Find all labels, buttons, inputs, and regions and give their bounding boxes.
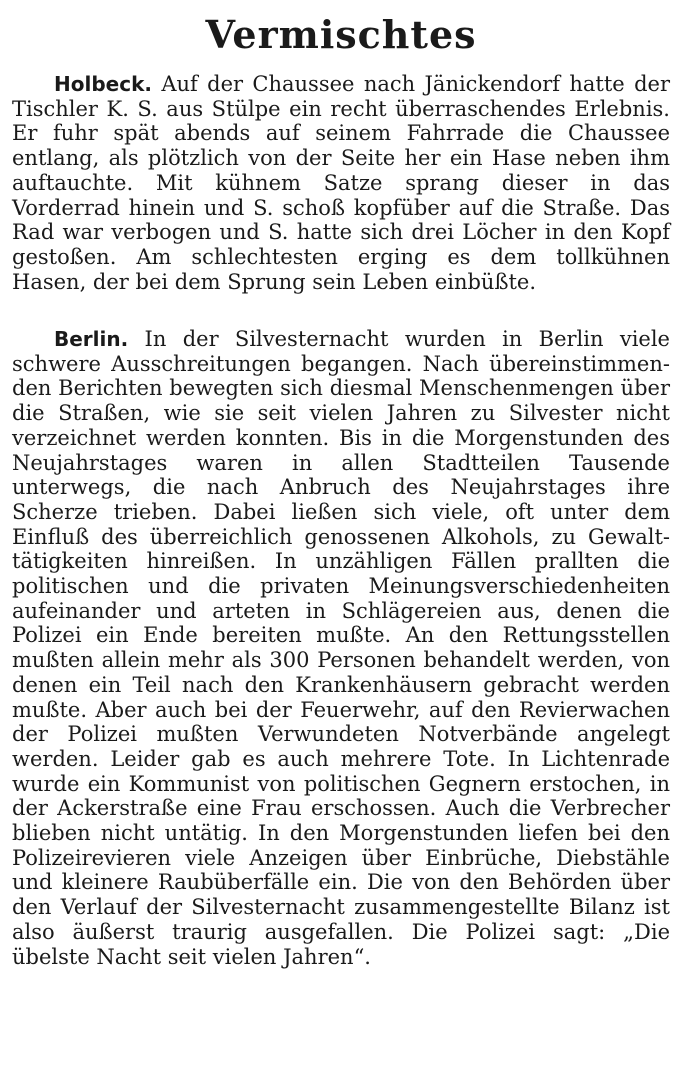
article-dateline: Berlin. <box>54 327 129 351</box>
article-body: Auf der Chaussee nach Jänickendorf hatte der Tischler K. S. aus Stülpe ein recht überraschendes Erlebnis. Er fuhr spät abends auf seinem Fahrrade die Chaussee entlang, als plötzlich von der Seite her ein Hase neben ihm auftauchte. Mit kühnem Satze sprang dieser in das Vorderrad hinein und S. schoß kopfüber auf die Straße. Das Rad war verbogen und S. hatte sich drei Löcher in den Kopf gestoßen. Am schlechtesten erging es dem tollkühnen Hasen, der bei dem Sprung sein Leben einbüßte. <box>12 72 670 294</box>
section-headline: Vermischtes <box>205 12 477 57</box>
article-holbeck <box>12 72 670 327</box>
article-berlin <box>12 327 670 969</box>
article-dateline: Holbeck. <box>54 72 152 96</box>
article-body: In der Silvesternacht wurden in Berlin viele schwere Ausschreitungen begangen. Nach übereinstimmenden Berichten bewegten sich diesmal Menschenmengen über die Straßen, wie sie seit vielen Jahren zu Silvester nicht verzeichnet werden konnten. Bis in die Morgenstunden des Neujahrstages waren in allen Stadtteilen Tausende unterwegs, die nach Anbruch des Neujahrstages ihre Scherze trieben. Dabei ließen sich viele, oft unter dem Einfluß des überreichlich genossenen Alkohols, zu Gewalttätigkeiten hinreißen. In unzähligen Fällen prallten die politischen und die privaten Meinungsverschiedenheiten aufeinander und arteten in Schlägereien aus, denen die Polizei ein Ende bereiten mußte. An den Rettungsstellen mußten allein mehr als 300 Personen behandelt werden, von denen ein Teil nach den Krankenhäusern gebracht werden mußte. Aber auch bei der Feuerwehr, auf den Revierwachen der Polizei mußten Verwundeten Notverbände angelegt werden. Leider gab es auch mehrere Tote. In Lichtenrade wurde ein Kommunist von politischen Gegnern erstochen, in der Ackerstraße eine Frau erschossen. Auch die Verbrecher blieben nicht untätig. In den Morgenstunden liefen bei den Polizeirevieren viele Anzeigen über Einbrüche, Diebstähle und kleinere Raubüberfälle ein. Die von den Behörden über den Verlauf der Silvesternacht zusammengestellte Bilanz ist also äußerst traurig ausgefallen. Die Polizei sagt: „Die übelste Nacht seit vielen Jahren“. <box>12 327 670 969</box>
